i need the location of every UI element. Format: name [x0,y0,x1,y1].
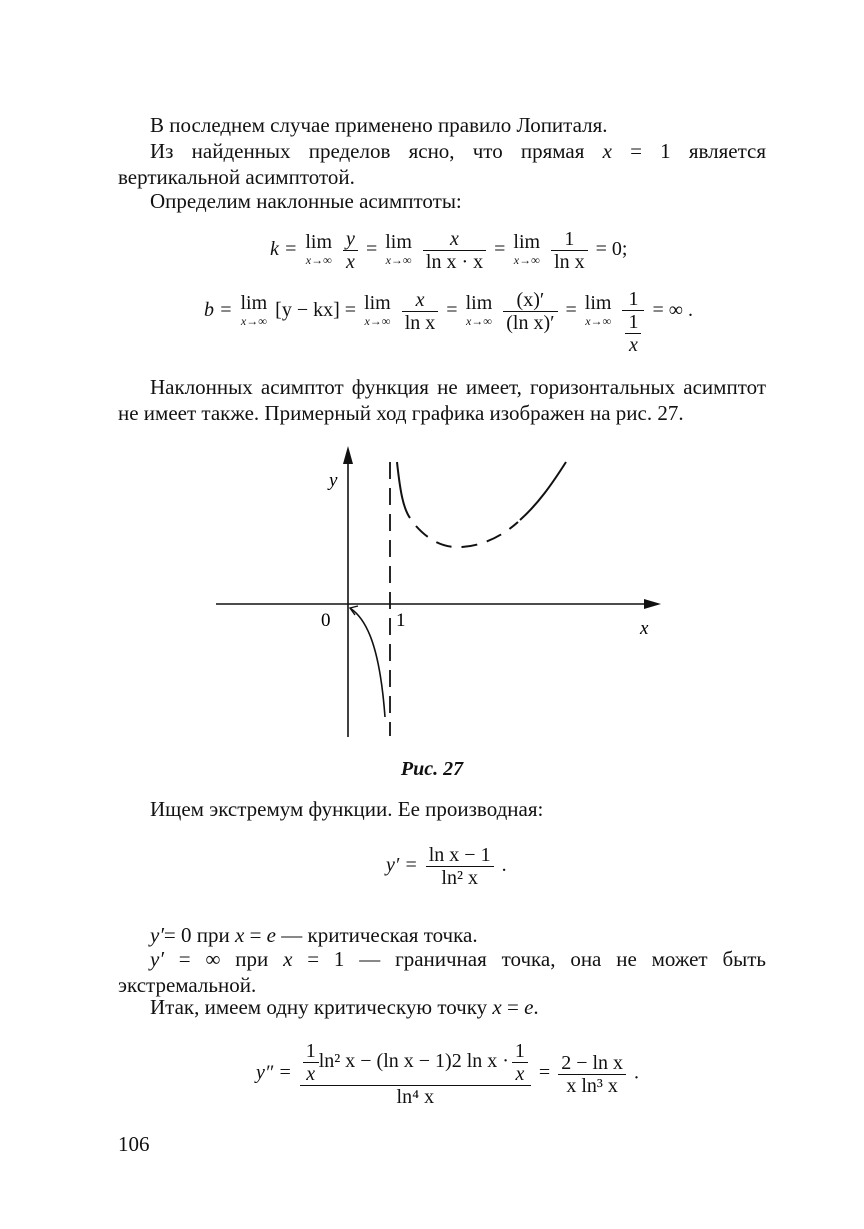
text: — критическая точка. [276,923,478,947]
x-one-label: 1 [396,610,406,631]
paragraph-no-asymptotes: Наклонных асимптот функция не имеет, горизонтальных асимптот не имеет также. Примерный ход графика изображен на рис. 27. [118,375,766,425]
y-axis-arrowhead [343,446,353,464]
yprime-lhs: y′ = [386,854,418,877]
var-x: x [492,995,502,1019]
text: Из найденных пределов ясно, что прямая [150,139,603,163]
y-axis-label: y [329,470,338,491]
curve-right-minimum-dashed [416,522,518,547]
paragraph-boundary-point [118,946,766,998]
text: = 0 при [163,923,235,947]
text: = 1 — граничная точка, она не может быть экстремальной. [118,947,766,997]
var-x: x [283,947,293,971]
figure-caption: Рис. 27 [400,758,464,780]
page-number: 106 [118,1132,150,1156]
formula-k [270,228,627,273]
equals-infinity: = ∞ . [652,299,694,322]
var-yprime: y′ [150,947,164,971]
equals-zero: = 0; [595,238,628,261]
x-axis-arrowhead [644,599,661,609]
curve-right-ascending [520,462,566,520]
paragraph-critical-point [118,922,766,948]
equals: = [565,299,577,322]
formula-b [204,288,693,356]
paragraph-lhopital: В последнем случае применено правило Лопиталя. [150,113,608,137]
big-fraction: $\frac{1}{x}$ ln² x − (ln x − 1)2 ln x · $\frac{1}{x}$ ln⁴ x [300,1040,531,1108]
fraction-1-over-x: $\frac{1}{x}$ [303,1040,319,1085]
text: = [501,995,525,1019]
var-e: e [524,995,534,1019]
period: . [634,1061,640,1084]
function-graph [200,440,670,745]
var-x: x [235,923,245,947]
ydoubleprime-lhs: y″ = [256,1061,292,1084]
var-x: x [602,139,612,163]
equals: = [365,238,378,261]
limit: lim x→∞ [364,291,391,328]
equals: = [446,299,458,322]
fraction-result: $\frac{\text{2 − ln x}}{\text{x ln³ x}}$ [558,1052,626,1097]
text: = [244,923,267,947]
paragraph-extremum: Ищем экстремум функции. Ее производная: [150,797,544,821]
var-yprime: y′ [150,923,164,947]
paragraph-vertical-asymptote [118,138,766,190]
equals: = [538,1061,551,1084]
text: = 1 является вертикальной асимптотой. [118,139,766,189]
curve-right-descending [397,462,410,518]
fraction-1-over-x: $\frac{1}{x}$ [512,1040,528,1085]
limit: lim x→∞ [513,230,541,267]
limit: lim x→∞ [465,291,493,328]
limit: lim x→∞ [584,291,612,328]
formula-second-derivative [256,1040,639,1108]
fraction: $\frac{x}{\text{ln x · x}}$ [423,228,486,273]
inner-fraction: $\frac{1}{x}$ [625,311,641,356]
limit: lim x→∞ [385,230,412,267]
paragraph-oblique-intro: Определим наклонные асимптоты: [150,189,462,213]
curve-left-branch [350,608,385,717]
fraction: $\frac{x}{\text{ln x}}$ [402,289,439,334]
fraction: $\frac{y}{x}$ [343,228,358,273]
text: Итак, имеем одну критическую точку [150,995,493,1019]
limit: lim x→∞ [240,291,268,328]
k-lhs: k = [270,238,298,261]
fraction: $\frac{\text{ln x − 1}}{\text{ln² x}}$ [426,844,494,889]
formula-first-derivative [386,844,507,889]
period: . [501,854,507,877]
nested-fraction: $\frac{1}{\frac{1}{x}}$ [622,288,644,356]
numerator-middle: ln² x − (ln x − 1)2 ln x · [318,1050,509,1073]
paragraph-one-critical-point [118,994,766,1020]
text: . [533,995,539,1019]
limit: lim x→∞ [305,230,333,267]
equals: = [494,238,506,261]
text: = ∞ при [163,947,284,971]
b-lhs: b = [204,299,233,322]
fraction: $\frac{(x)'}{\text{(ln x)′}}$ [503,289,557,334]
origin-label: 0 [321,610,331,631]
var-e: e [266,923,276,947]
fraction: $\frac{1}{\text{ln x}}$ [551,228,588,273]
bracket-expression: [y − kx] = [275,299,357,322]
x-axis-label: x [640,618,649,639]
